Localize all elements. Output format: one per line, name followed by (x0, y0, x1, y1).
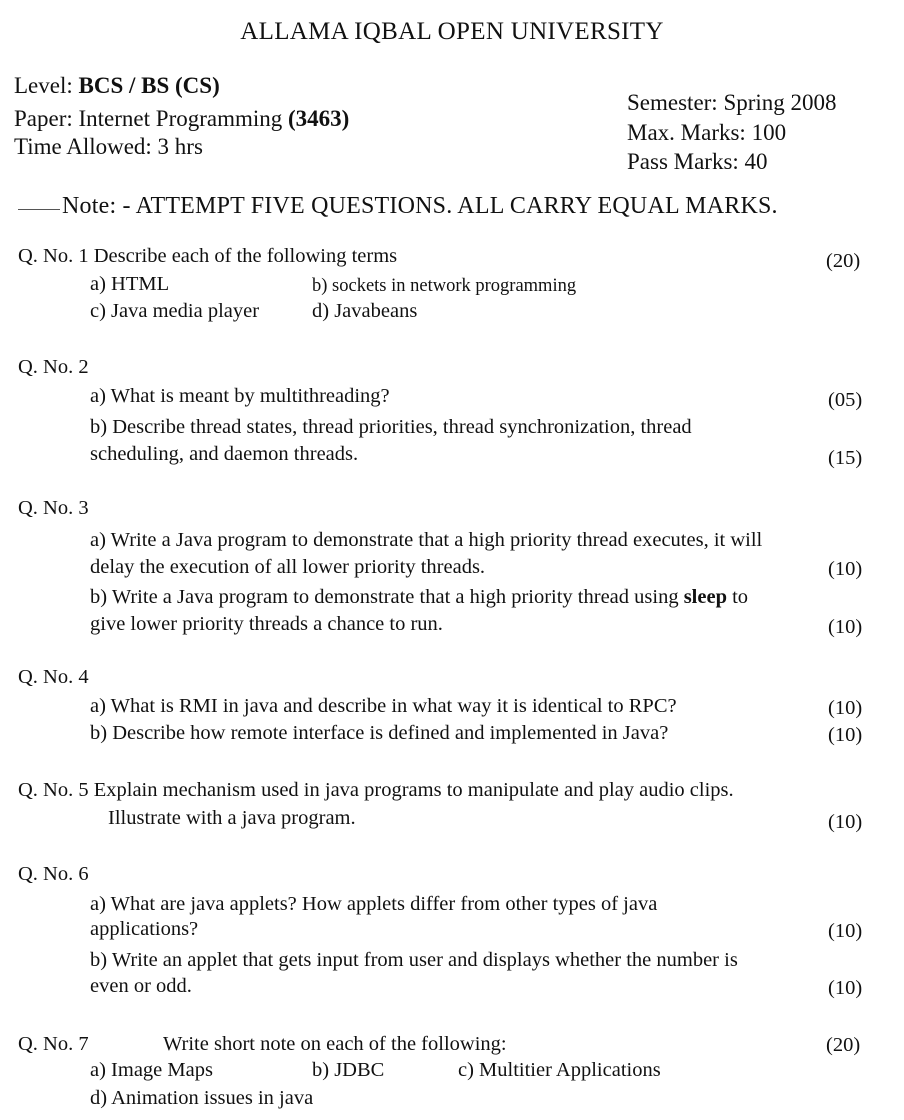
semester: Semester: Spring 2008 (627, 90, 837, 115)
question-1-marks: (20) (826, 250, 861, 272)
q1-option-d: d) Javabeans (312, 300, 418, 322)
q7-option-c: c) Multitier Applications (458, 1059, 661, 1081)
q7-text: Write short note on each of the following: (163, 1033, 507, 1055)
q3-part-b-line2: give lower priority threads a chance to run. (90, 613, 443, 635)
paper-code: (3463) (288, 106, 350, 131)
q4-part-a: a) What is RMI in java and describe in what way it is identical to RPC? (90, 695, 677, 717)
q1-option-b: b) sockets in network programming (312, 276, 577, 296)
q6-part-a-line2: applications? (90, 918, 199, 940)
q1-option-c: c) Java media player (90, 300, 260, 322)
pass-marks: Pass Marks: 40 (627, 149, 768, 174)
q6-part-a-marks: (10) (828, 920, 863, 942)
q2-part-a: a) What is meant by multithreading? (90, 385, 390, 407)
q2-part-b-line2: scheduling, and daemon threads. (90, 443, 359, 465)
q7-option-b: b) JDBC (312, 1059, 385, 1081)
q5-marks: (10) (828, 811, 863, 833)
level-value: BCS / BS (CS) (78, 73, 220, 98)
q3-part-b-line1: b) Write a Java program to demonstrate that a high priority thread using sleep to (90, 586, 749, 608)
q1-option-a: a) HTML (90, 273, 170, 295)
exam-note (18, 193, 778, 220)
q3-part-a-marks: (10) (828, 558, 863, 580)
q6-part-b-line1: b) Write an applet that gets input from user and displays whether the number is (90, 949, 738, 971)
q7-option-d: d) Animation issues in java (90, 1087, 314, 1109)
q3-part-a-line2: delay the execution of all lower priority threads. (90, 556, 486, 578)
note-leader-line (18, 209, 60, 210)
q7-option-a: a) Image Maps (90, 1059, 213, 1081)
keyword-sleep: sleep (683, 586, 727, 608)
q4-part-b-marks: (10) (828, 724, 863, 746)
q6-part-b-marks: (10) (828, 977, 863, 999)
question-5: Q. No. 5 Explain mechanism used in java programs to manipulate and play audio clips. (18, 779, 734, 801)
note-text: Note: - ATTEMPT FIVE QUESTIONS. ALL CARRY EQUAL MARKS. (62, 193, 778, 219)
q4-part-a-marks: (10) (828, 697, 863, 719)
q2-part-b-marks: (15) (828, 447, 863, 469)
q7-marks: (20) (826, 1034, 861, 1056)
question-1: Q. No. 1 Describe each of the following terms (18, 245, 398, 267)
time-allowed: Time Allowed: 3 hrs (14, 134, 203, 159)
q6-part-a-line1: a) What are java applets? How applets differ from other types of java (90, 893, 658, 915)
question-2: Q. No. 2 (18, 356, 89, 378)
max-marks: Max. Marks: 100 (627, 120, 787, 145)
q3-part-b-marks: (10) (828, 616, 863, 638)
paper-line: Paper: Internet Programming (3463) (14, 106, 350, 131)
q4-part-b: b) Describe how remote interface is defined and implemented in Java? (90, 722, 669, 744)
q3-part-a-line1: a) Write a Java program to demonstrate that a high priority thread executes, it will (90, 529, 763, 551)
level-line: Level: BCS / BS (CS) (14, 73, 220, 98)
question-3: Q. No. 3 (18, 497, 89, 519)
question-6: Q. No. 6 (18, 863, 89, 885)
q5-line2: Illustrate with a java program. (108, 807, 356, 829)
q2-part-a-marks: (05) (828, 389, 863, 411)
q2-part-b-line1: b) Describe thread states, thread priorities, thread synchronization, thread (90, 416, 692, 438)
university-title: ALLAMA IQBAL OPEN UNIVERSITY (240, 18, 664, 45)
question-7: Q. No. 7 (18, 1033, 89, 1055)
q6-part-b-line2: even or odd. (90, 975, 192, 997)
question-4: Q. No. 4 (18, 666, 89, 688)
